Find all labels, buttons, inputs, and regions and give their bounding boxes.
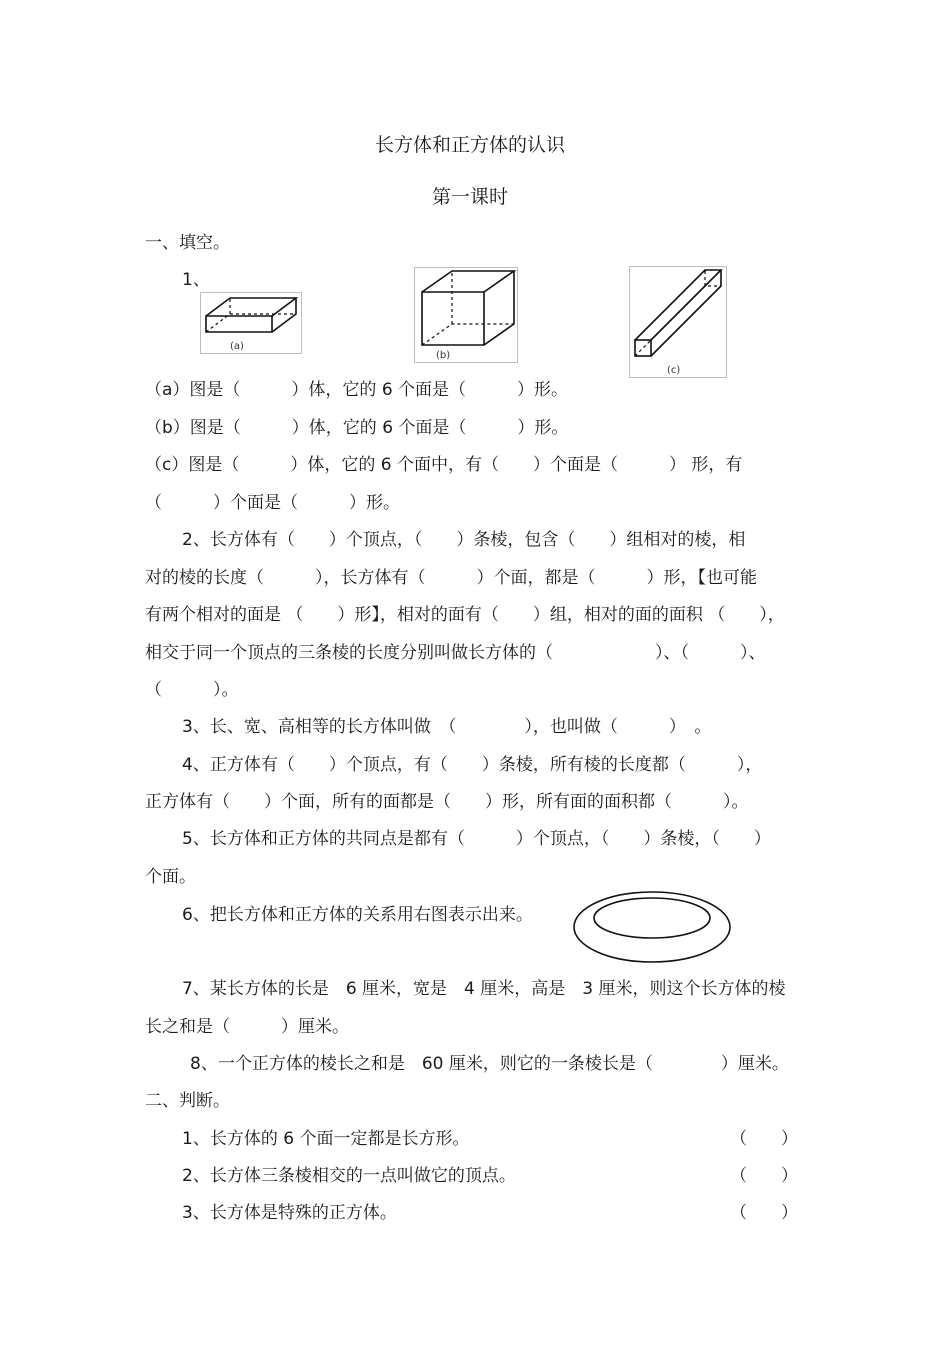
inner-ellipse xyxy=(594,898,710,938)
page-title: 长方体和正方体的认识 xyxy=(374,134,565,156)
q7-line1: 7、某长方体的长是 6 厘米，宽是 4 厘米，高是 3 厘米，则这个长方体的棱 xyxy=(182,979,786,999)
figure-a-label: (a) xyxy=(230,341,244,352)
q3-text: 3、长、宽、高相等的长方体叫做 （ ），也叫做（ ） 。 xyxy=(182,717,712,737)
figure-c-rod xyxy=(629,266,727,378)
figure-b-label: (b) xyxy=(436,350,451,361)
q2-line4: 相交于同一个顶点的三条棱的长度分别叫做长方体的（ ）、（ ）、 xyxy=(145,643,766,663)
q7-line2: 长之和是（ ）厘米。 xyxy=(145,1017,349,1037)
q1-label: 1、 xyxy=(182,270,210,290)
q1-line-b: （b）图是（ ）体，它的 6 个面是（ ）形。 xyxy=(145,418,569,438)
judge-bracket-2: （ ） xyxy=(730,1166,798,1186)
q2-line3: 有两个相对的面是 （ ）形】，相对的面有（ ）组，相对的面的面积 （ ）， xyxy=(145,605,785,625)
outer-ellipse xyxy=(574,892,730,962)
judge-bracket-3: （ ） xyxy=(730,1203,798,1223)
figure-c-label: (c) xyxy=(667,365,681,376)
q4-line1: 4、正方体有（ ）个顶点，有（ ）条棱，所有棱的长度都（ ）， xyxy=(182,755,763,775)
relation-ellipses-diagram xyxy=(572,889,734,965)
q1-line-c1: （c）图是（ ）体，它的 6 个面中，有（ ）个面是（ ） 形，有 xyxy=(145,455,743,475)
judge-bracket-1: （ ） xyxy=(730,1129,798,1149)
q1-line-c2: （ ）个面是（ ）形。 xyxy=(145,493,400,513)
judge-item-3: 3、长方体是特殊的正方体。 xyxy=(182,1203,397,1223)
q2-line5: （ ）。 xyxy=(145,680,239,700)
judge-item-1: 1、长方体的 6 个面一定都是长方形。 xyxy=(182,1129,470,1149)
q5-line2: 个面。 xyxy=(145,867,196,887)
q2-line2: 对的棱的长度（ ），长方体有（ ）个面，都是（ ）形，【也可能 xyxy=(145,568,757,588)
section2-heading: 二、判断。 xyxy=(145,1091,230,1111)
q4-line2: 正方体有（ ）个面，所有的面都是（ ）形，所有面的面积都（ ）。 xyxy=(145,792,749,812)
section1-heading: 一、填空。 xyxy=(145,233,230,253)
q8-text: 8、一个正方体的棱长之和是 60 厘米，则它的一条棱长是（ ）厘米。 xyxy=(190,1054,789,1074)
q2-line1: 2、长方体有（ ）个顶点，（ ）条棱，包含（ ）组相对的棱，相 xyxy=(182,530,746,550)
page-subtitle: 第一课时 xyxy=(431,186,508,208)
figure-b-cube xyxy=(414,267,518,363)
q1-line-a: （a）图是（ ）体，它的 6 个面是（ ）形。 xyxy=(145,380,569,400)
q6-text: 6、把长方体和正方体的关系用右图表示出来。 xyxy=(182,905,533,925)
judge-item-2: 2、长方体三条棱相交的一点叫做它的顶点。 xyxy=(182,1166,516,1186)
figure-a-cuboid xyxy=(200,292,302,354)
q5-line1: 5、长方体和正方体的共同点是都有（ ）个顶点，（ ）条棱，（ ） xyxy=(182,829,771,849)
